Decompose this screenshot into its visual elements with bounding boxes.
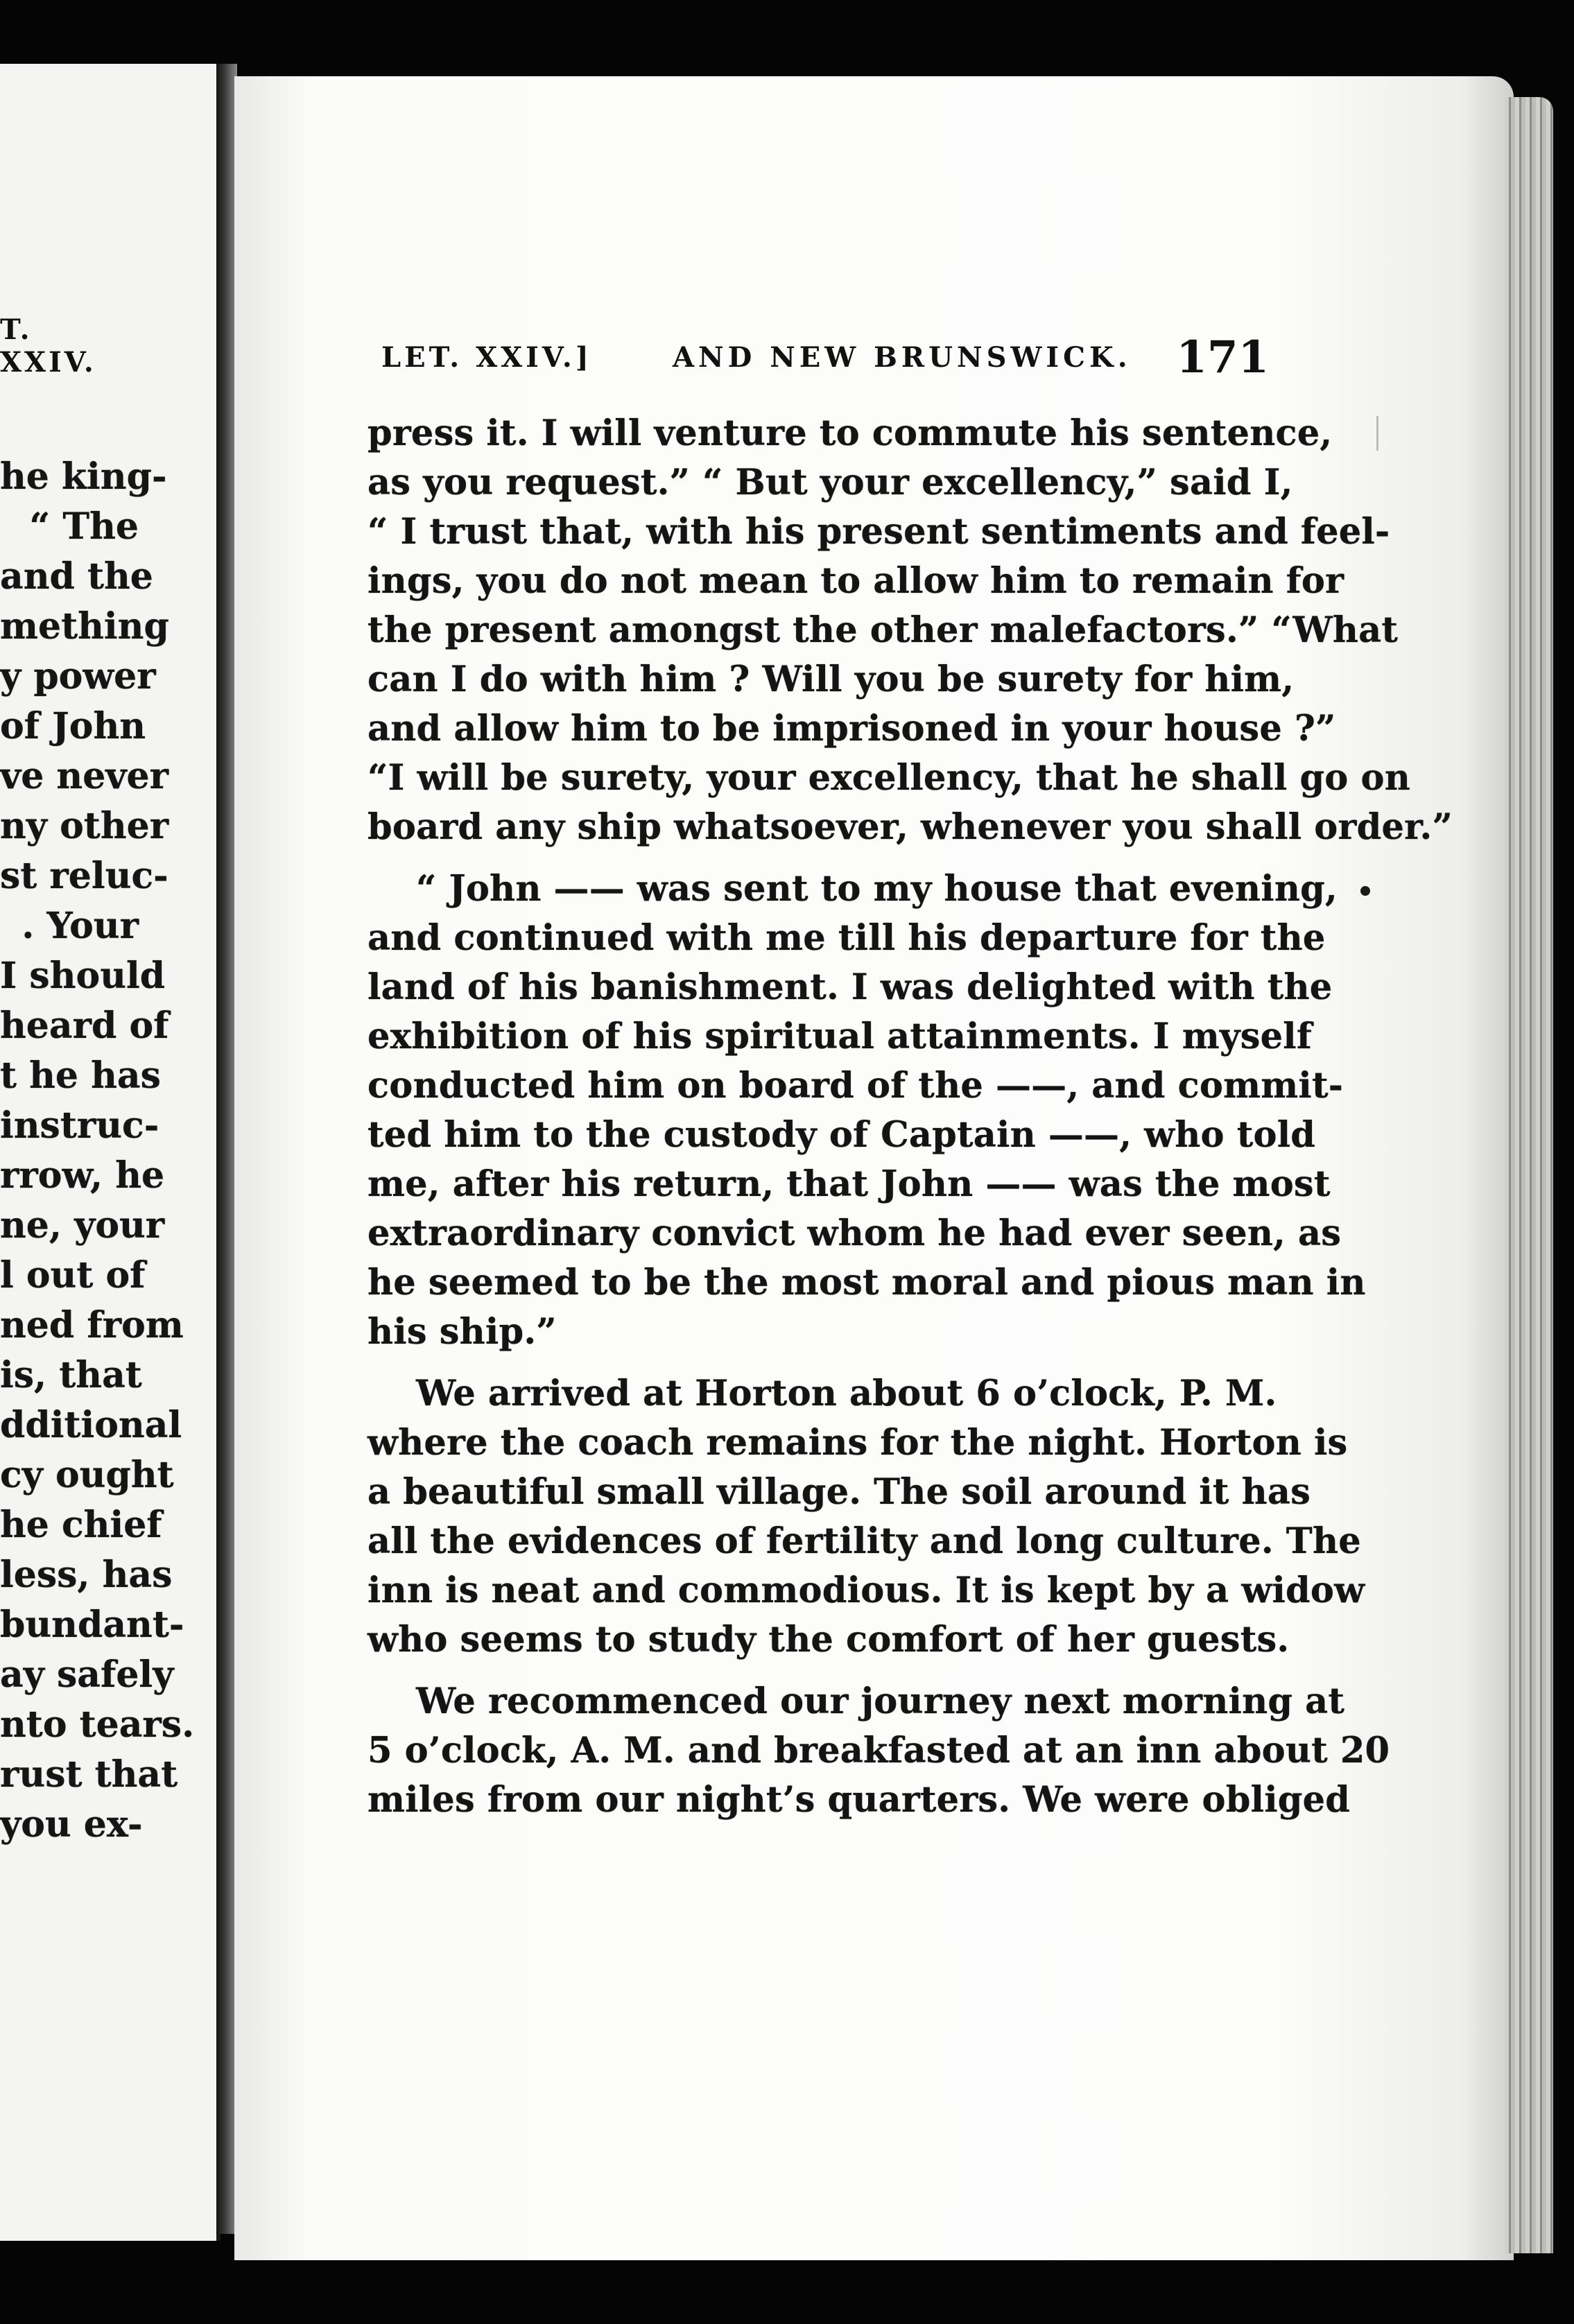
text-line: and allow him to be imprisoned in your house ?” [367, 708, 1336, 749]
left-text-line: t he has [0, 1055, 161, 1097]
page-number: 171 [1176, 331, 1269, 383]
left-text-line: of John [0, 705, 146, 747]
text-line: ted him to the custody of Captain ——, who told [367, 1114, 1316, 1156]
left-page-text [0, 452, 208, 1850]
left-text-line: nto tears. [0, 1703, 195, 1746]
left-running-head: T. XXIV. [0, 313, 96, 379]
text-line: exhibition of his spiritual attainments. I myself [367, 1016, 1312, 1057]
text-line: conducted him on board of the ——, and commit- [367, 1065, 1344, 1107]
left-text-line: bundant- [0, 1604, 184, 1646]
text-line: can I do with him ? Will you be surety for him, [367, 659, 1295, 700]
body-text [367, 409, 1453, 1825]
text-line: miles from our night’s quarters. We were obliged [367, 1779, 1351, 1821]
running-head-title: AND NEW BRUNSWICK. [673, 341, 1132, 374]
page-edges [1505, 97, 1553, 2253]
text-line: We recommenced our journey next morning at [416, 1681, 1345, 1722]
left-text-line: cy ought [0, 1454, 174, 1496]
text-line: me, after his return, that John —— was the most [367, 1163, 1331, 1205]
text-line: “ John —— was sent to my house that evening, [416, 868, 1338, 910]
paragraph-gap [367, 852, 1255, 865]
text-line: 5 o’clock, A. M. and breakfasted at an inn about 20 [367, 1730, 1390, 1771]
left-text-line: he chief [0, 1504, 162, 1546]
paragraph [367, 409, 1453, 852]
text-line: inn is neat and commodious. It is kept by a widow [367, 1570, 1365, 1611]
text-line: who seems to study the comfort of her guests. [367, 1619, 1290, 1660]
left-text-line: ne, your [0, 1204, 165, 1247]
paragraph [367, 1677, 1390, 1825]
left-text-line: ve never [0, 755, 168, 797]
left-text-line: less, has [0, 1554, 173, 1596]
paragraph-gap [367, 1357, 1255, 1369]
text-line: and continued with me till his departure for the [367, 917, 1326, 959]
text-line: he seemed to be the most moral and pious man in [367, 1262, 1366, 1303]
text-line: a beautiful small village. The soil around it has [367, 1471, 1311, 1513]
left-facing-page [0, 64, 220, 2241]
left-text-line: l out of [0, 1254, 146, 1297]
left-text-line: I should [0, 955, 166, 997]
text-line: where the coach remains for the night. Horton is [367, 1422, 1348, 1464]
text-line: land of his banishment. I was delighted with the [367, 966, 1333, 1008]
left-text-line: he king- [0, 456, 167, 498]
text-line: “ I trust that, with his present sentiments and feel- [367, 511, 1390, 553]
text-line: We arrived at Horton about 6 o’clock, P. M. [416, 1373, 1277, 1414]
text-line: ings, you do not mean to allow him to remain for [367, 560, 1344, 602]
left-text-line: you ex- [0, 1803, 143, 1846]
text-line: all the evidences of fertility and long culture. The [367, 1520, 1361, 1562]
text-line: his ship.” [367, 1311, 557, 1353]
page-mark [1376, 416, 1378, 451]
left-text-line: mething [0, 605, 169, 648]
left-text-line: ny other [0, 805, 169, 847]
left-text-line: rust that [0, 1753, 178, 1796]
text-line: “I will be surety, your excellency, that he shall go on [367, 757, 1410, 799]
left-text-line: y power [0, 655, 156, 697]
text-line: the present amongst the other malefactors.” “What [367, 609, 1399, 651]
paragraph-gap [367, 1665, 1255, 1677]
left-text-line: ned from [0, 1304, 184, 1346]
text-line: extraordinary convict whom he had ever seen, as [367, 1213, 1342, 1254]
left-text-line: “ The [29, 505, 139, 548]
text-line: board any ship whatsoever, whenever you shall order.” [367, 806, 1453, 848]
text-line: press it. I will venture to commute his sentence, [367, 413, 1333, 454]
paragraph [367, 865, 1366, 1357]
running-head-letter: LET. XXIV.] [381, 341, 592, 374]
paragraph [367, 1369, 1365, 1665]
left-text-line: and the [0, 555, 153, 598]
left-text-line: ay safely [0, 1654, 174, 1696]
left-text-line: dditional [0, 1404, 182, 1446]
running-head [381, 331, 1269, 387]
left-text-line: is, that [0, 1354, 142, 1396]
left-text-line: heard of [0, 1005, 169, 1047]
left-text-line: . Your [21, 905, 139, 947]
left-text-line: st reluc- [0, 855, 168, 897]
text-line: as you request.” “ But your excellency,” said I, [367, 462, 1293, 503]
ink-spot [1360, 886, 1370, 896]
left-text-line: rrow, he [0, 1154, 165, 1197]
left-text-line: instruc- [0, 1104, 159, 1147]
